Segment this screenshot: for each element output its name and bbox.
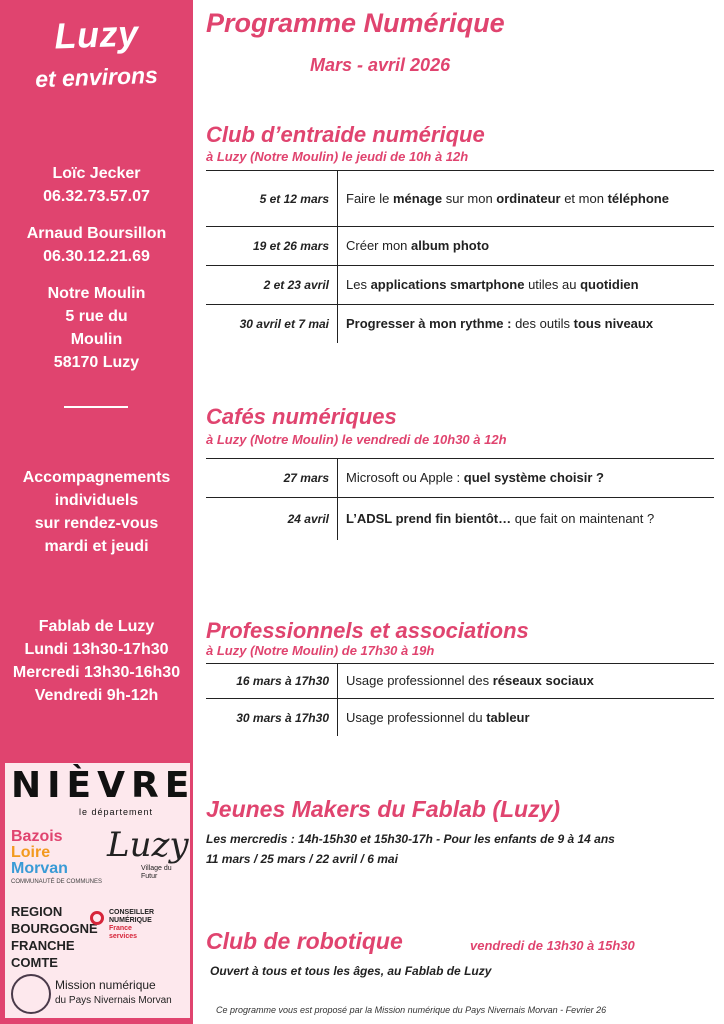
contact-2-name: Arnaud Boursillon [26, 225, 167, 242]
region-line: BOURGOGNE [11, 921, 98, 936]
jeunes-line-1: Les mercredis : 14h-15h30 et 15h30-17h - Pour les enfants de 9 à 14 ans [206, 832, 615, 846]
morvan-word: Morvan [11, 860, 68, 877]
nievre-logo: NIÈVRE [11, 765, 196, 806]
robotique-title: Club de robotique [206, 928, 403, 954]
row-text-content [346, 509, 654, 529]
individual-line: mardi et jeudi [44, 538, 149, 555]
sidebar [0, 0, 196, 1024]
row-text-content [346, 671, 594, 691]
text: Faire le [346, 190, 393, 206]
bold-text: applications smartphone [370, 277, 525, 292]
robotique-line: Ouvert à tous et tous les âges, au Fablab de Luzy [210, 964, 492, 978]
address [0, 282, 193, 374]
mission-sub: du Pays Nivernais Morvan [55, 995, 172, 1006]
text: Microsoft ou Apple : [346, 470, 464, 485]
conseiller-sub: services [109, 933, 138, 940]
region-logo [11, 903, 98, 971]
row-text [338, 459, 714, 497]
footer-note: Ce programme vous est proposé par la Mission numérique du Pays Nivernais Morvan - Fevrier 26 [216, 1005, 607, 1015]
row-text [338, 699, 714, 736]
contact-2-phone: 06.30.12.21.69 [43, 248, 150, 265]
row-text-content [346, 236, 489, 256]
row-text-content [346, 314, 653, 334]
mission-title: Mission numérique [55, 978, 156, 992]
row-date: 24 avril [206, 498, 338, 540]
fablab-hours [0, 615, 193, 707]
text: Usage professionnel des [346, 673, 493, 688]
bold-text: L’ADSL prend fin bientôt… [346, 511, 512, 526]
bazois-sub: COMMUNAUTÉ DE COMMUNES [11, 879, 102, 885]
table-row [206, 170, 714, 226]
cafes-title: Cafés numériques [206, 404, 397, 429]
bold-text: réseaux sociaux [492, 673, 594, 688]
bazois-word: Bazois [11, 828, 63, 845]
robotique-time: vendredi de 13h30 à 15h30 [470, 938, 635, 953]
club-title: Club d’entraide numérique [206, 122, 485, 147]
row-text [338, 266, 714, 304]
bazois-logo [11, 829, 102, 886]
individual-support [0, 466, 193, 558]
bold-text: Progresser à mon rythme : [346, 316, 512, 331]
row-text [338, 227, 714, 265]
sidebar-subtitle: et environs [34, 61, 159, 93]
page-date: Mars - avril 2026 [310, 55, 451, 75]
conseiller-icon [90, 911, 104, 925]
text: Les [346, 277, 371, 292]
table-row [206, 497, 714, 540]
fablab-line: Fablab de Luzy [38, 618, 155, 635]
individual-line: individuels [54, 492, 139, 509]
pros-title: Professionnels et associations [206, 618, 529, 643]
conseiller-sub: France [109, 925, 132, 932]
text: utiles au [524, 277, 581, 292]
bold-text: quotidien [580, 277, 639, 292]
address-line: 5 rue du [65, 308, 128, 325]
text: Créer mon [346, 238, 412, 253]
row-date: 5 et 12 mars [206, 171, 338, 226]
region-line: REGION [11, 904, 63, 919]
mission-icon [11, 974, 51, 1014]
jeunes-title: Jeunes Makers du Fablab (Luzy) [206, 796, 561, 822]
address-line: Notre Moulin [47, 285, 146, 302]
row-date: 27 mars [206, 459, 338, 497]
contact-1-phone: 06.32.73.57.07 [43, 188, 150, 205]
loire-word: Loire [11, 844, 51, 861]
text: des outils [511, 316, 574, 331]
cafes-table [206, 458, 714, 540]
bold-text: tous niveaux [573, 316, 654, 331]
text: que fait on maintenant ? [511, 511, 655, 526]
conseiller-logo [109, 909, 154, 941]
table-row [206, 265, 714, 304]
pros-table [206, 663, 714, 736]
row-text-content [346, 189, 669, 209]
nievre-logo-sub: le département [79, 807, 154, 817]
text: Usage professionnel du [346, 709, 487, 725]
table-row [206, 226, 714, 265]
table-row [206, 663, 714, 698]
sidebar-title: Luzy [53, 12, 140, 57]
conseiller-line: NUMÉRIQUE [109, 917, 152, 924]
region-line: FRANCHE [11, 938, 75, 953]
luzy-sub-line: Futur [141, 873, 158, 880]
bold-text: album photo [411, 238, 490, 253]
cafes-subtitle: à Luzy (Notre Moulin) le vendredi de 10h30 à 12h [206, 432, 507, 447]
row-text-content [346, 708, 530, 728]
partner-logos [5, 763, 196, 1018]
region-line: COMTE [11, 955, 58, 970]
page-title: Programme Numérique [206, 8, 505, 38]
bold-text: quel système choisir ? [463, 470, 604, 485]
luzy-logo-sub [141, 865, 172, 881]
row-date: 2 et 23 avril [206, 266, 338, 304]
row-date: 16 mars à 17h30 [206, 664, 338, 698]
jeunes-line-2: 11 mars / 25 mars / 22 avril / 6 mai [206, 852, 398, 866]
text: sur mon [442, 190, 497, 206]
row-text-content [346, 275, 639, 295]
row-text [338, 171, 714, 226]
conseiller-line: CONSEILLER [109, 909, 155, 916]
row-text-content [346, 468, 604, 488]
bold-text: tableur [486, 709, 530, 725]
table-row [206, 458, 714, 497]
club-table [206, 170, 714, 343]
row-date: 30 mars à 17h30 [206, 699, 338, 736]
table-row [206, 698, 714, 736]
pros-subtitle: à Luzy (Notre Moulin) de 17h30 à 19h [206, 643, 435, 658]
address-line: Moulin [70, 331, 123, 348]
bold-text: téléphone [607, 190, 669, 206]
bold-text: ménage [392, 190, 443, 206]
row-text [338, 664, 714, 698]
bold-text: ordinateur [496, 190, 561, 206]
address-line: 58170 Luzy [53, 354, 140, 371]
contact-1 [0, 162, 193, 208]
luzy-sub-line: Village du [141, 865, 172, 872]
contact-1-name: Loïc Jecker [52, 165, 141, 182]
row-text [338, 305, 714, 343]
fablab-line: Mercredi 13h30-16h30 [12, 664, 181, 681]
individual-line: sur rendez-vous [34, 515, 159, 532]
club-subtitle: à Luzy (Notre Moulin) le jeudi de 10h à 12h [206, 149, 469, 164]
divider [64, 406, 128, 408]
fablab-line: Vendredi 9h-12h [34, 687, 159, 704]
text: et mon [560, 190, 608, 206]
luzy-logo: Luzy [107, 825, 189, 865]
contact-2 [0, 222, 193, 268]
table-row [206, 304, 714, 343]
row-text [338, 498, 714, 540]
row-date: 30 avril et 7 mai [206, 305, 338, 343]
individual-line: Accompagnements [22, 469, 171, 486]
mission-logo [55, 977, 172, 1009]
row-date: 19 et 26 mars [206, 227, 338, 265]
fablab-line: Lundi 13h30-17h30 [24, 641, 169, 658]
